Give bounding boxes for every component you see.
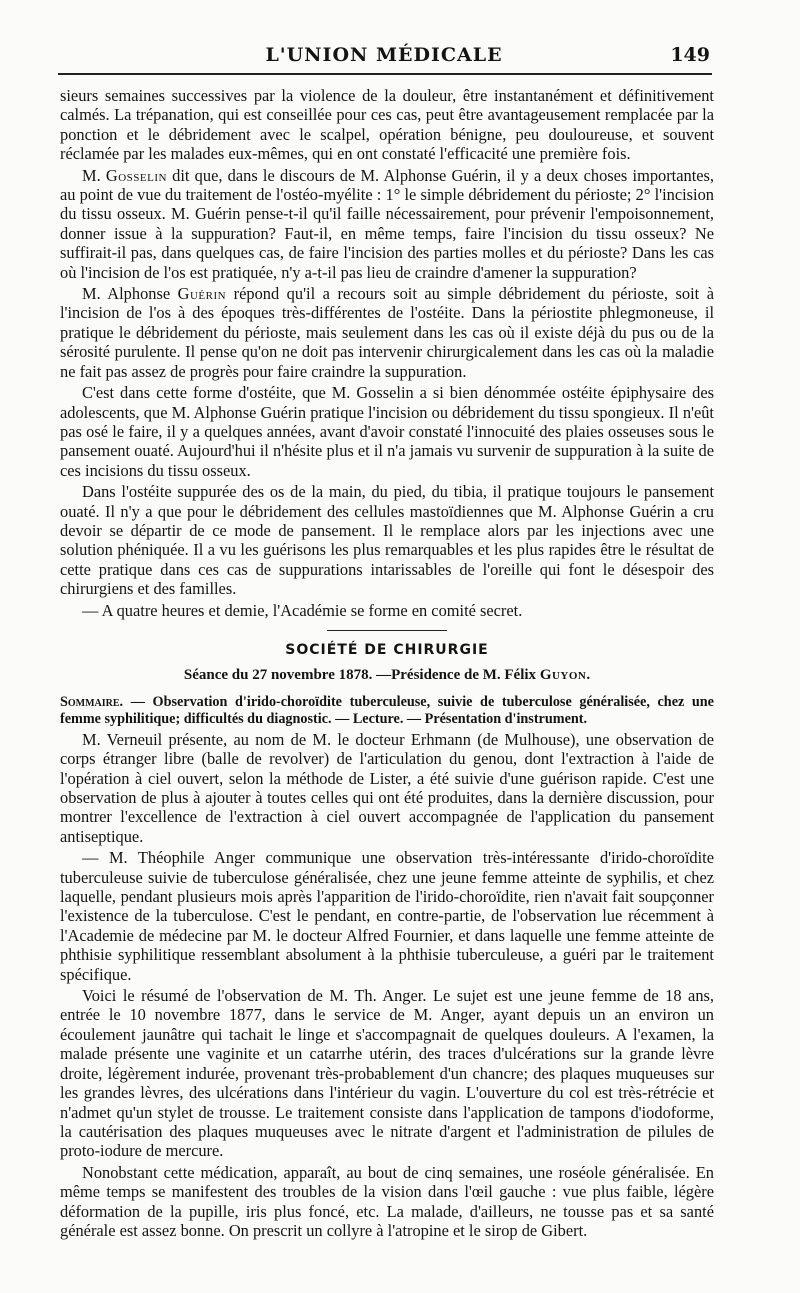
article-body: [60, 86, 714, 1242]
section-title: SOCIÉTÉ DE CHIRURGIE: [285, 641, 489, 658]
person-name: Gosselin: [105, 165, 167, 185]
paragraph: [60, 284, 714, 381]
president-name: Guyon: [539, 667, 587, 684]
seance-line: [60, 666, 714, 685]
paragraph: Nonobstant cette médication, apparaît, au bout de cinq semaines, une roséole généralisée. En même temps se manifestent des troubles de la vision dans l'œil gauche : vue plus faible, légère déformation de la pupille, iris plus foncé, etc. La malade, d'ailleurs, ne tousse pas et sa santé générale est assez bonne. On prescrit un collyre à l'atropine et le sirop de Gibert.: [60, 1162, 714, 1240]
summary-text: — Observation d'irido-choroïdite tuberculeuse, suivie de tuberculose généralisée, chez une femme syphilitique; difficultés du diagnostic. — Lecture. — Présentation d'instrument.: [60, 693, 714, 727]
text: dit que, dans le discours de M. Alphonse Guérin, il y a deux choses importantes, au point de vue du traitement de l'ostéo-myélite : 1° le simple débridement du périoste; 2° l'incision du tissu osseux. M. Guérin pense-t-il qu'il faille nécessairement, pour prévenir l'empoisonnement, donner issue à la suppuration? Faut-il, en même temps, faire l'incision du tissu osseux? Ne suffirait-il pas, dans quelques cas, de faire l'incision des parties molles et du périoste? Dans les cas où l'incision de l'os est pratiquée, n'y a-t-il pas lieu de craindre d'amener la suppuration?: [60, 165, 714, 282]
paragraph: Voici le résumé de l'observation de M. Th. Anger. Le sujet est une jeune femme de 18 ans, entrée le 10 novembre 1877, dans le service de M. Anger, ayant depuis un an environ un écoulement jaunâtre qui tachait le linge et s'accompagnait de quelques douleurs. A l'examen, la malade présente une vaginite et un catarrhe utérin, des traces d'ulcérations sur la grande lèvre droite, légèrement indurée, provenant très-probablement d'un chancre; des plaques muqueuses sur les grandes lèvres, des ulcérations dans l'intérieur du vagin. L'ouverture du col est très-rétrécie et n'admet qu'un stylet de trousse. Le traitement consiste dans l'application de tampons d'iodoforme, la cautérisation des plaques muqueuses avec le nitrate d'argent et l'administration de pilules de proto-iodure de mercure.: [60, 986, 714, 1161]
summary: [60, 694, 714, 728]
paragraph: sieurs semaines successives par la violence de la douleur, être instantanément et définitivement calmés. La trépanation, qui est conseillée pour ces cas, peut être avantageusement remplacée par la ponction et le débridement avec le scalpel, opération bénigne, peu douloureuse, et souvent réclamée par les malades eux-mêmes, qui en ont constaté l'efficacité une première fois.: [60, 86, 714, 164]
divider: [327, 630, 447, 631]
person-name: Guérin: [177, 284, 227, 304]
paragraph: [60, 166, 714, 282]
text: M.: [82, 165, 106, 185]
header-rule: [58, 73, 712, 75]
text: .: [586, 667, 591, 684]
text: Séance du 27 novembre 1878. —Présidence de M. Félix: [183, 667, 540, 684]
paragraph: — M. Théophile Anger communique une observation très-intéressante d'irido-choroïdite tuberculeuse suivie de tuberculose généralisée, chez une jeune femme atteinte de syphilis, et chez laquelle, pendant plusieurs mois après l'apparition de l'irido-choroïdite, rien n'avait fait soupçonner l'existence de la tuberculose. C'est le pendant, en contre-partie, de l'observation lue récemment à l'Academie de médecine par M. le docteur Alfred Fournier, et dans laquelle une femme atteinte de phthisie syphilitique ressemblant absolument à la phthisie tuberculeuse, a guéri par le traitement spécifique.: [60, 848, 714, 984]
paragraph: M. Verneuil présente, au nom de M. le docteur Erhmann (de Mulhouse), une observation de corps étranger libre (balle de revolver) de l'articulation du genou, dont l'extraction à l'aide de l'opération à ciel ouvert, selon la méthode de Lister, a été suivie d'une guérison rapide. C'est une observation de plus à ajouter à toutes celles qui ont été produites, dans la dernière discussion, pour montrer l'excellence de l'extraction à ciel ouvert accompagnée de l'application du pansement antiseptique.: [60, 729, 714, 846]
paragraph: C'est dans cette forme d'ostéite, que M. Gosselin a si bien dénommée ostéite épiphysaire des adolescents, que M. Alphonse Guérin pratique l'incision ou débridement du tissu spongieux. Il n'eût pas osé le faire, il y a quelques années, avant d'avoir constaté l'innocuité des plaies osseuses sous le pansement ouaté. Aujourd'hui il n'hésite plus et il n'a jamais vu survenir de suppuration à la suite de ces incisions du tissu osseux.: [60, 383, 714, 480]
summary-label: Sommaire.: [60, 693, 124, 710]
journal-title: L'UNION MÉDICALE: [265, 44, 503, 66]
paragraph: Dans l'ostéite suppurée des os de la main, du pied, du tibia, il pratique toujours le pansement ouaté. Il n'y a que pour le débridement des cellules mastoïdiennes que M. Alphonse Guérin a cru devoir se départir de ce mode de pansement. Il le remplace alors par les injections avec une solution phéniquée. Il a vu les guérisons les plus remarquables et les plus rapides être le résultat de cette pratique dans ces cas de suppurations intarissables de l'oreille qui font le désespoir des chirurgiens et des familles.: [60, 482, 714, 599]
page-number: 149: [670, 44, 710, 66]
paragraph: — A quatre heures et demie, l'Académie se forme en comité secret.: [82, 600, 523, 620]
page-header: [58, 38, 710, 72]
text: M. Alphonse: [82, 284, 178, 304]
text: répond qu'il a recours soit au simple débridement du périoste, soit à l'incision de l'os à des époques très-différentes de l'ostéite. Dans la périostite phlegmoneuse, il pratique le débridement du périoste, mais seulement dans les cas où il existe déjà du pus ou de la sérosité purulente. Il pense qu'on ne doit pas intervenir chirurgicalement dans les cas où la maladie ne fait pas assez de progrès pour faire craindre la suppuration.: [60, 284, 714, 381]
